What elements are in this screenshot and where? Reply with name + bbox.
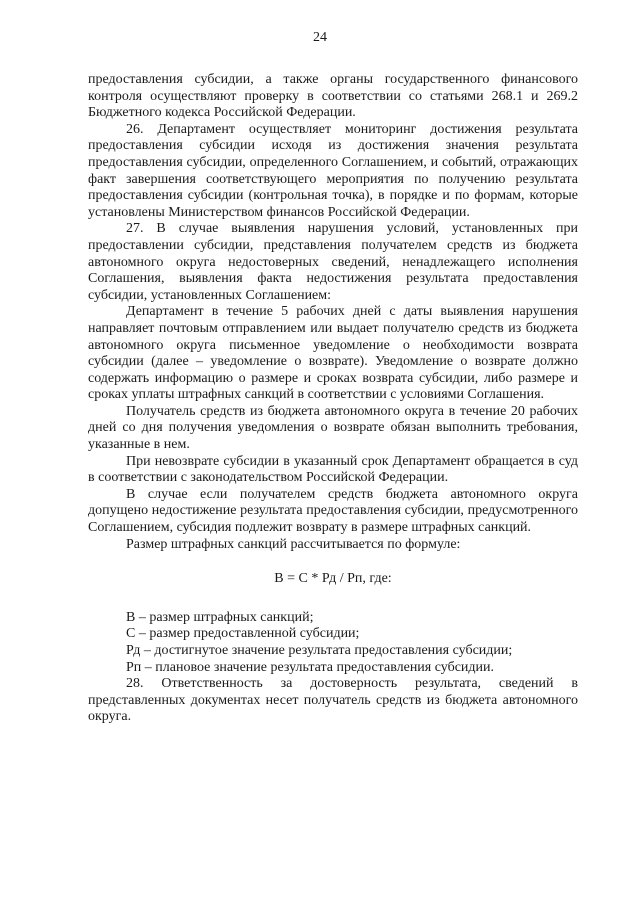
paragraph-court: При невозврате субсидии в указанный срок Департамент обращается в суд в соответствии с законодательством Российской Федерации. [88,453,578,486]
paragraph-26: 26. Департамент осуществляет мониторинг достижения результата предоставления субсидии исходя из достижения значения результата предоставления субсидии, определенного Соглашением, и событий, отражающих факт завершения соответствующего мероприятия по получению результата предоставления субсидии (контрольная точка), в порядке и по формам, которые установлены Министерством финансов Российской Федерации. [88,121,578,220]
paragraph-penalty-intro: Размер штрафных санкций рассчитывается по формуле: [126,536,461,552]
paragraph-continuation: предоставления субсидии, а также органы государственного финансового контроля осуществляют проверку в соответствии со статьями 268.1 и 269.2 Бюджетного кодекса Российской Федерации. [88,72,578,121]
paragraph-non-achievement: В случае если получателем средств бюджета автономного округа допущено недостижение результата предоставления субсидии, предусмотренного Соглашением, субсидия подлежит возврату в размере штрафных санкций. [88,486,578,536]
legend-item-b: В – размер штрафных санкций; [126,609,314,625]
document-body [88,72,578,726]
paragraph-28: 28. Ответственность за достоверность результата, сведений в представленных документах несет получатель средств из бюджета автономного округа. [88,676,578,725]
penalty-formula: В = С * Рд / Рп, где: [274,571,392,587]
paragraph-recipient-obligation: Получатель средств из бюджета автономного округа в течение 20 рабочих дней со дня получения уведомления о возврате обязан выполнить требования, указанные в нем. [88,403,578,453]
legend-item-rd: Рд – достигнутое значение результата предоставления субсидии; [126,643,513,658]
legend-item-rp: Рп – плановое значение результата предоставления субсидии. [126,659,495,675]
paragraph-27: 27. В случае выявления нарушения условий, установленных при предоставлении субсидии, представления получателем средств из бюджета автономного округа недостоверных сведений, ненадлежащего исполнения Соглашения, выявления факта недостижения результата предоставления субсидии, установленных Соглашением: [88,221,578,303]
paragraph-notification: Департамент в течение 5 рабочих дней с даты выявления нарушения направляет почтовым отправлением или выдает получателю средств из бюджета автономного округа письменное уведомление о необходимости возврата субсидии (далее – уведомление о возврате). Уведомление о возврате должно содержать информацию о размере и сроках возврата субсидии, либо размере и сроках уплаты штрафных санкций в соответствии с условиями Соглашения. [88,304,578,403]
page-number: 24 [313,30,327,45]
legend-item-c: С – размер предоставленной субсидии; [126,626,360,642]
